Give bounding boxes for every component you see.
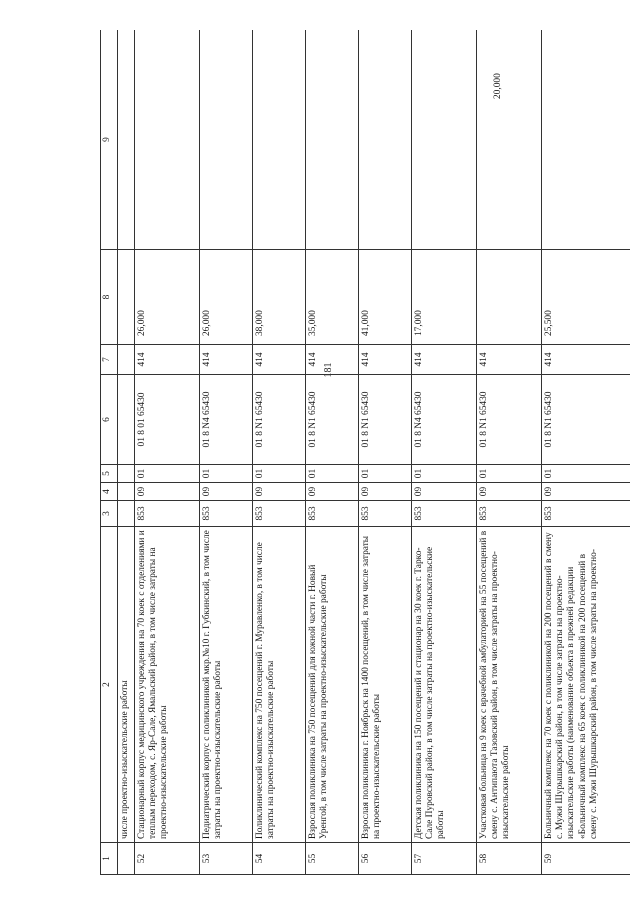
code-cell: 01 8 01 65430 <box>135 375 200 465</box>
amount-cell: 41,000 <box>359 250 412 345</box>
code-cell: 01 <box>135 465 200 483</box>
object-name: Участковая больница на 9 коек с врачебной амбулаторией на 55 посещений в смену с. Антипаюта Тазовский район, в том числе затраты на проектно-изыскательские работы <box>477 527 542 843</box>
code-cell: 853 <box>477 501 542 527</box>
table-row <box>477 30 542 875</box>
col-header: 7 <box>101 345 118 375</box>
code-cell: 853 <box>306 501 359 527</box>
code-cell: 09 <box>412 483 477 501</box>
continuation-text: числе проектно-изыскательские работы <box>118 527 135 843</box>
object-name: Детская поликлиника на 150 посещений и стационар на 30 коек г. Тарко-Сале Пуровский район, в том числе затраты на проектно-изыскательские работы <box>412 527 477 843</box>
budget-table <box>100 30 630 875</box>
code-cell: 01 <box>253 465 306 483</box>
code-cell: 414 <box>359 345 412 375</box>
code-cell: 414 <box>412 345 477 375</box>
code-cell: 09 <box>306 483 359 501</box>
code-cell: 414 <box>135 345 200 375</box>
amount-cell <box>542 30 631 250</box>
code-cell: 01 8 N1 65430 <box>306 375 359 465</box>
code-cell: 01 8 N1 65430 <box>477 375 542 465</box>
amount-cell: 26,000 <box>135 250 200 345</box>
object-name: Взрослая поликлиника на 750 посещений для южной части г. Новый Уренгой, в том числе затраты на проектно-изыскательские работы <box>306 527 359 843</box>
col-header: 1 <box>101 843 118 875</box>
code-cell: 853 <box>412 501 477 527</box>
code-cell: 853 <box>542 501 631 527</box>
amount-cell: 25,500 <box>542 250 631 345</box>
amount-cell: 17,000 <box>412 250 477 345</box>
table-row <box>412 30 477 875</box>
row-number: 58 <box>477 843 542 875</box>
code-cell: 853 <box>200 501 253 527</box>
col-header: 3 <box>101 501 118 527</box>
code-cell: 01 <box>542 465 631 483</box>
row-number: 54 <box>253 843 306 875</box>
code-cell: 01 8 N4 65430 <box>412 375 477 465</box>
object-name: Поликлинический комплекс на 750 посещений г. Муравленко, в том числе затраты на проектно-изыскательские работы <box>253 527 306 843</box>
code-cell: 09 <box>477 483 542 501</box>
table-row <box>253 30 306 875</box>
amount-cell <box>359 30 412 250</box>
table-row <box>135 30 200 875</box>
row-number: 55 <box>306 843 359 875</box>
continuation-row <box>118 30 135 875</box>
object-name: Больничный комплекс на 70 коек с поликлиникой на 200 посещений в смену с. Мужи Шурышкарский район, в том числе затраты на проектно-изыскательские работы (наименование объекта в прежней редакции «Больничный комплекс на 65 коек с поликлиникой на 200 посещений в смену с. Мужи Шурышкарский район, в том числе затраты на проектно- <box>542 527 631 843</box>
code-cell: 853 <box>359 501 412 527</box>
code-cell: 01 8 N4 65430 <box>200 375 253 465</box>
code-cell: 853 <box>135 501 200 527</box>
code-cell: 09 <box>200 483 253 501</box>
table-row <box>542 30 631 875</box>
code-cell: 414 <box>200 345 253 375</box>
amount-cell: 35,000 <box>306 250 359 345</box>
col-header: 6 <box>101 375 118 465</box>
code-cell: 414 <box>477 345 542 375</box>
code-cell: 414 <box>542 345 631 375</box>
rotated-table-container <box>100 30 630 875</box>
amount-cell <box>253 30 306 250</box>
header-row <box>101 30 118 875</box>
col-header: 8 <box>101 250 118 345</box>
table-row <box>359 30 412 875</box>
amount-cell: 38,000 <box>253 250 306 345</box>
col-header: 9 <box>101 30 118 250</box>
code-cell: 01 <box>359 465 412 483</box>
page-number: 181 <box>323 362 334 378</box>
object-name: Педиатрический корпус с поликлиникой мкр.№10 г. Губкинский, в том числе затраты на проектно-изыскательские работы <box>200 527 253 843</box>
amount-cell: 20,000 <box>477 30 542 250</box>
row-number: 53 <box>200 843 253 875</box>
col-header: 4 <box>101 483 118 501</box>
amount-cell: 26,000 <box>200 250 253 345</box>
table-row <box>200 30 253 875</box>
col-header: 5 <box>101 465 118 483</box>
object-name: Стационарный корпус медицинского учреждения на 70 коек с отделениями и теплым переходом, с. Яр-Сале, Ямальский район, в том числе затраты на проектно-изыскательские работы <box>135 527 200 843</box>
amount-cell <box>412 30 477 250</box>
table-row <box>306 30 359 875</box>
code-cell: 01 8 N1 65430 <box>542 375 631 465</box>
code-cell: 01 <box>306 465 359 483</box>
code-cell: 01 <box>200 465 253 483</box>
amount-cell <box>135 30 200 250</box>
amount-cell <box>477 250 542 345</box>
col-header: 2 <box>101 527 118 843</box>
code-cell: 414 <box>253 345 306 375</box>
row-number: 57 <box>412 843 477 875</box>
row-number: 56 <box>359 843 412 875</box>
code-cell: 09 <box>359 483 412 501</box>
code-cell: 01 <box>477 465 542 483</box>
code-cell: 414 <box>306 345 359 375</box>
code-cell: 01 8 N1 65430 <box>359 375 412 465</box>
row-number: 52 <box>135 843 200 875</box>
amount-cell <box>306 30 359 250</box>
object-name: Взрослая поликлиника г. Ноябрьск на 1400 посещений, в том числе затраты на проектно-изыскательские работы <box>359 527 412 843</box>
table-viewport <box>100 30 630 875</box>
code-cell: 01 <box>412 465 477 483</box>
code-cell: 09 <box>253 483 306 501</box>
amount-cell <box>200 30 253 250</box>
row-number: 59 <box>542 843 631 875</box>
code-cell: 853 <box>253 501 306 527</box>
code-cell: 09 <box>135 483 200 501</box>
code-cell: 01 8 N1 65430 <box>253 375 306 465</box>
code-cell: 09 <box>542 483 631 501</box>
